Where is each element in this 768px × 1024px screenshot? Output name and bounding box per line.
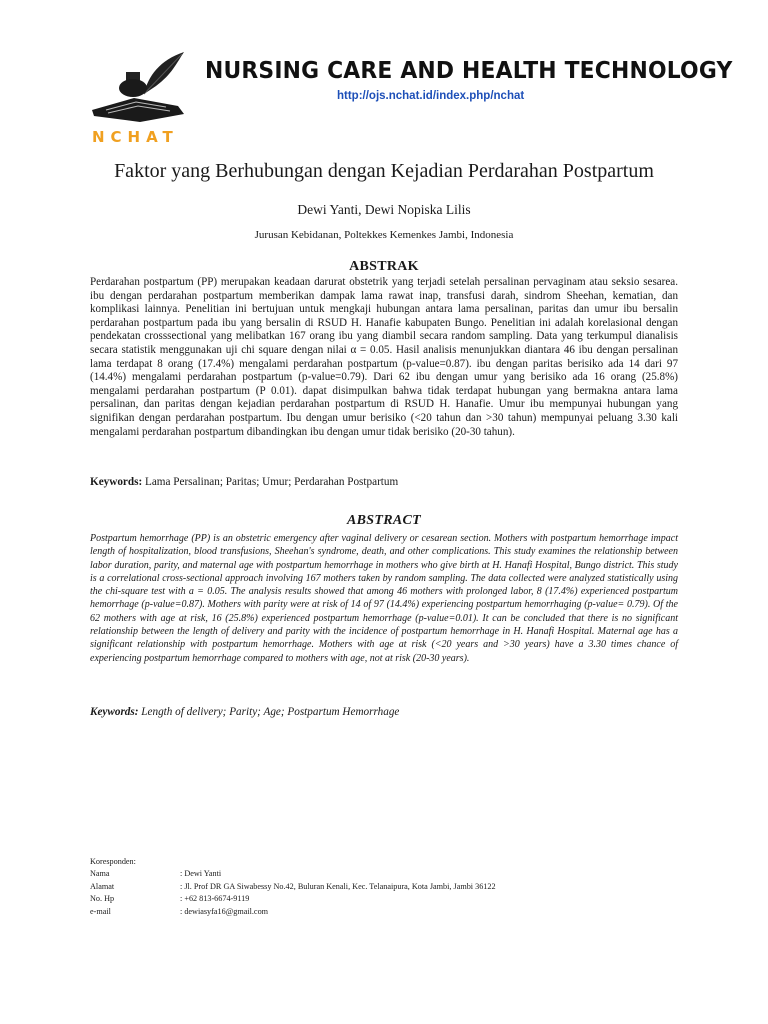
abstract-heading: ABSTRACT: [347, 513, 421, 528]
abstrak-body: [90, 276, 678, 439]
journal-title: NURSING CARE AND HEALTH TECHNOLOGY: [205, 56, 733, 84]
correspondence-email[interactable]: : dewiasyfa16@gmail.com: [180, 906, 269, 916]
correspondence-row: [90, 868, 496, 880]
correspondence-value: : +62 813-6674-9119: [180, 894, 250, 904]
correspondence-heading: Koresponden:: [90, 857, 136, 866]
correspondence-row: [90, 906, 496, 918]
abstract-keywords: [90, 706, 399, 718]
article-authors: Dewi Yanti, Dewi Nopiska Lilis: [297, 202, 471, 217]
correspondence-row: [90, 881, 496, 893]
keywords-text: Lama Persalinan; Paritas; Umur; Perdarahan Postpartum: [142, 476, 399, 488]
journal-logo: [86, 50, 194, 146]
journal-url-link[interactable]: http://ojs.nchat.id/index.php/nchat: [337, 90, 525, 102]
correspondence-value: : Jl. Prof DR GA Siwabessy No.42, Buluran Kenali, Kec. Telanaipura, Kota Jambi, Jambi 36122: [180, 881, 496, 891]
correspondence-label: e-mail: [90, 906, 111, 916]
book-icon: [92, 98, 184, 122]
correspondence-label: No. Hp: [90, 894, 115, 904]
keywords-text: Length of delivery; Parity; Age; Postpartum Hemorrhage: [138, 706, 400, 718]
correspondence-value: : Dewi Yanti: [180, 869, 222, 879]
correspondence-row: [90, 893, 496, 905]
abstrak-heading: ABSTRAK: [349, 259, 419, 274]
article-title: Faktor yang Berhubungan dengan Kejadian Perdarahan Postpartum: [114, 160, 654, 182]
abstrak-text: Perdarahan postpartum (PP) merupakan keadaan darurat obstetrik yang terjadi setelah persalinan pervaginam atau seksio sesarea. ibu dengan perdarahan postpartum memberikan dampak lama rawat inap, transfusi darah, sindrom Sheehan, kematian, dan komplikasi lainnya. Penelitian ini bertujuan untuk mengkaji hubungan antara lama persalinan, paritas dan umur ibu bersalin perdarahan postpartum pada ibu yang bersalin di RSUD H. Hanafie kabupaten Bungo. Penelitian ini adalah korelasional dengan pendekatan crosssectional yang melibatkan 167 orang ibu yang diambil secara random sampling. Data yang terkumpul dianalisis secara statistik menggunakan uji chi square dengan nilai α = 0.05. Hasil analisis menunjukkan diantara 46 ibu dengan persalinan lama terdapat 8 orang (17.4%) mengalami perdarahan postpartum (p-value=0.87). ibu dengan paritas berisiko ada 14 dari 97 (14.4%) mengalami perdarahan postpartum (p-value=0.79). Dari 62 ibu dengan umur yang berisiko ada 16 orang (25.8%) mengalami perdarahan postpartum (P 0.01). dapat disimpulkan bahwa tidak terdapat hubungan yang bermakna antara lama persalinan, dan paritas dengan kejadian perdarahan postpartum di RSUD H. Hanafie. Umur ibu mempunyai hubungan yang signifikan dengan perdarahan postpartum. Ibu dengan umur berisiko (<20 tahun dan >30 tahun) mempunyai peluang 3.30 kali mengalami perdarahan postpartum dibandingkan ibu dengan umur tidak berisiko (20-30 tahun).: [90, 276, 678, 438]
abstrak-keywords: [90, 476, 398, 488]
correspondence-block: [90, 856, 496, 918]
keywords-label: Keywords:: [90, 706, 139, 718]
article-affiliation: Jurusan Kebidanan, Poltekkes Kemenkes Jambi, Indonesia: [254, 229, 514, 241]
abstract-text: Postpartum hemorrhage (PP) is an obstetric emergency after vaginal delivery or cesarean section. Mothers with postpartum hemorrhage impact length of hospitalization, blood transfusions, Sheehan's syndrome, death, and other complications. This study examines the relationship between labor duration, parity, and maternal age with postpartum hemorrhage in mothers who give birth at H. Hanafi Hospital, Bungo district. This study is a correlational cross-sectional approach involving 167 mothers taken by random sampling. The data collected were analyzed statistically using the chi-square test with a = 0.05. The analysis results showed that among 46 mothers with prolonged labor, 8 (17.4%) experienced postpartum hemorrhage (p-value=0.87). Mothers with parity were at risk of 14 of 97 (14.4%) experiencing postpartum hemorrhaging (p-value= 0.79). Of the 62 mothers with age at risk, 16 (25.8%) experienced postpartum hemorrhage (p-value=0.01). It can be concluded that there is no significant relationship between the length of delivery and parity with the incidence of postpartum hemorrhage in H. Hanafi Hospital. Maternal age has a significant relationship with postpartum hemorrhage. Mothers with age at risk (<20 years and >30 years) have a 3.30 times chance of experiencing postpartum hemorrhage compared to mothers with age, not at risk (20-30 years).: [90, 533, 678, 664]
keywords-label: Keywords:: [90, 476, 143, 488]
logo-text: NCHAT: [92, 128, 179, 146]
abstract-body: [90, 532, 678, 665]
correspondence-label: Nama: [90, 869, 110, 879]
correspondence-label: Alamat: [90, 881, 115, 891]
